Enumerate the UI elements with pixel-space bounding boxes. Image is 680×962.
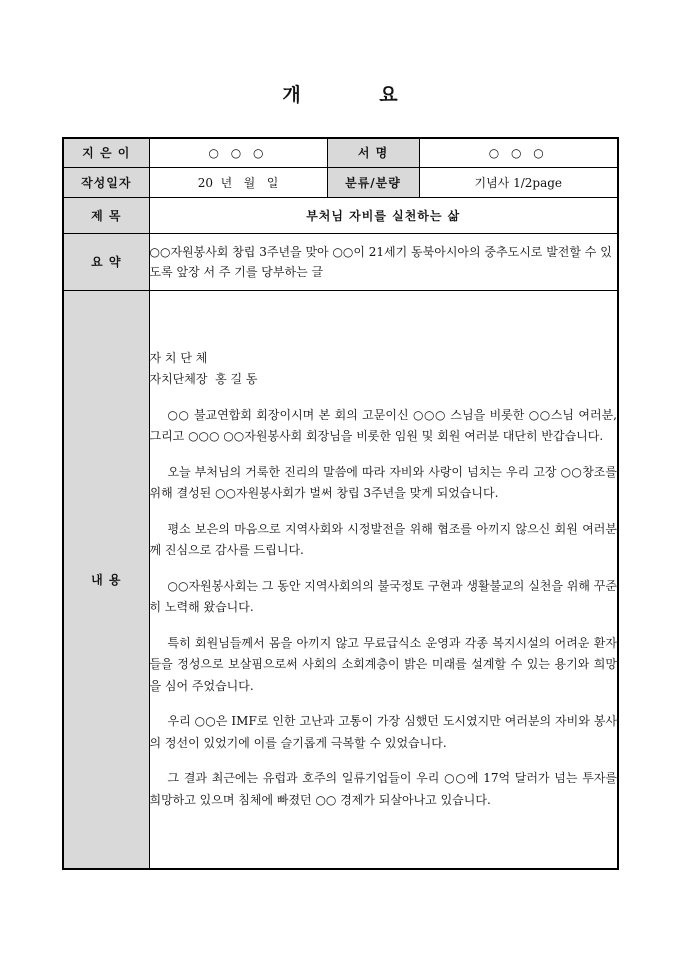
summary-label: 요 약	[63, 233, 149, 290]
book-name-label: 서 명	[327, 138, 419, 167]
date-value: 20 년 월 일	[149, 167, 327, 197]
document-title: 개 요	[282, 84, 434, 106]
author-row	[63, 138, 618, 167]
content-paragraph: 그 결과 최근에는 유럽과 호주의 일류기업들이 우리 ○○에 17억 달러가 넘는 투자를 희망하고 있으며 침체에 빠졌던 ○○ 경제가 되살아나고 있습니다.	[149, 771, 617, 807]
subject-label: 제 목	[63, 197, 149, 233]
content-line-signer: 자치단체장 홍 길 동	[149, 372, 258, 386]
content-body	[149, 290, 618, 869]
author-value: ○ ○ ○	[149, 138, 327, 167]
category-label: 분류/분량	[327, 167, 419, 197]
author-label: 지 은 이	[63, 138, 149, 167]
content-line-org: 자 치 단 체	[149, 350, 208, 365]
summary-value: ○○자원봉사회 창립 3주년을 맞아 ○○이 21세기 동북아시아의 중추도시로 발전할 수 있도록 앞장 서 주 기를 당부하는 글	[149, 233, 618, 290]
category-value: 기념사 1/2page	[419, 167, 618, 197]
content-paragraph: ○○자원봉사회는 그 동안 지역사회의의 불국정토 구현과 생활불교의 실천을 위해 꾸준히 노력해 왔습니다.	[149, 578, 617, 614]
content-row	[63, 290, 618, 869]
content-paragraph: 우리 ○○은 IMF로 인한 고난과 고통이 가장 심했던 도시였지만 여러분의 자비와 봉사의 정선이 있었기에 이를 슬기롭게 극복할 수 있었습니다.	[149, 714, 617, 750]
content-paragraph: 평소 보은의 마음으로 지역사회와 시정발전을 위해 협조를 아끼지 않으신 회원 여러분께 진심으로 감사를 드립니다.	[149, 521, 617, 557]
book-name-value: ○ ○ ○	[419, 138, 618, 167]
content-paragraph: 오늘 부처님의 거룩한 진리의 말씀에 따라 자비와 사랑이 넘치는 우리 고장 ○○창조를 위해 결성된 ○○자원봉사회가 벌써 창립 3주년을 맞게 되었습니다.	[149, 464, 617, 500]
content-label: 내 용	[63, 290, 149, 869]
summary-form-table	[62, 137, 619, 870]
date-row	[63, 167, 618, 197]
subject-row	[63, 197, 618, 233]
content-paragraph: 특히 회원님들께서 몸을 아끼지 않고 무료급식소 운영과 각종 복지시설의 어려운 환자들을 정성으로 보살핌으로써 사회의 소회계층이 밝은 미래를 설계할 수 있는 용기와 희망을 심어 주었습니다.	[149, 635, 617, 693]
summary-row	[63, 233, 618, 290]
subject-value: 부처님 자비를 실천하는 삶	[149, 197, 618, 233]
date-label: 작성일자	[63, 167, 149, 197]
content-paragraph: ○○ 불교연합회 회장이시며 본 회의 고문이신 ○○○ 스님을 비롯한 ○○스님 여러분, 그리고 ○○○ ○○자원봉사회 회장님을 비롯한 임원 및 회원 여러분 대단히 반갑습니다.	[149, 407, 617, 443]
